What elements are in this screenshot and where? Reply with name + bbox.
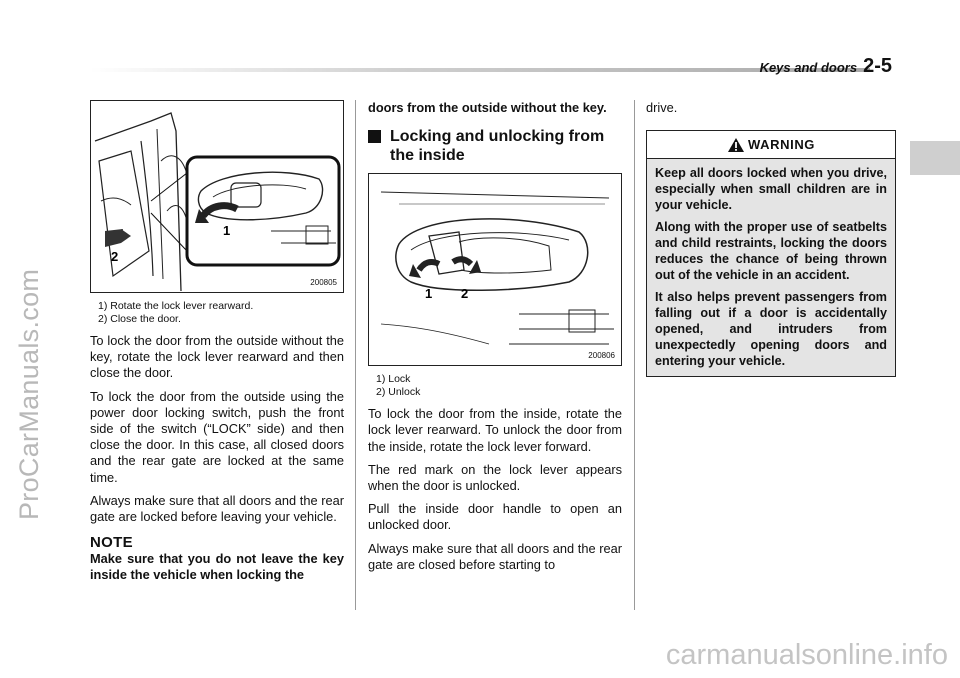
figure-code: 200806 [588,351,615,361]
figure-code: 200805 [310,278,337,287]
warning-item: It also helps prevent passengers from falling out if a door is accidentally opened, and intruders from unexpectedly opening doors and entering your vehicle. [655,290,887,369]
continued-text: drive. [646,100,678,115]
square-bullet-icon [368,130,381,143]
caption-item: 1) Lock [376,373,411,386]
warning-box [646,130,896,377]
warning-triangle-icon [727,137,745,153]
warning-header [647,131,895,159]
column-2 [368,100,622,573]
paragraph: Pull the inside door handle to open an unlocked door. [368,501,622,533]
warning-item: Keep all doors locked when you drive, especially when small children are in your vehicle. [655,166,887,213]
side-watermark: ProCarManuals.com [14,268,44,520]
section-title: Keys and doors [759,60,858,75]
warning-item: Along with the proper use of seatbelts and child restraints, locking the doors reduces the chance of being thrown out of the vehicle in an accident. [655,220,887,283]
paragraph: To lock the door from the outside without the key, rotate the lock lever rearward and then close the door. [90,333,344,381]
caption-item: 1) Rotate the lock lever rearward. [98,300,254,312]
figure-label-2: 2 [461,286,469,302]
column-divider [355,100,356,610]
continued-note-text: doors from the outside without the key. [368,100,607,115]
paragraph: Always make sure that all doors and the rear gate are closed before starting to [368,540,622,572]
figure-label-2: 2 [111,249,119,264]
note-heading: NOTE [90,534,133,552]
bottom-watermark: carmanualsonline.info [665,639,948,671]
handle-illustration [369,174,621,365]
caption-item: 2) Unlock [376,386,421,399]
paragraph: Always make sure that all doors and the rear gate are locked before leaving your vehicle. [90,492,344,525]
page-header [760,55,892,78]
section-heading [368,127,622,165]
page-number: 2-5 [863,55,892,77]
caption-item: 2) Close the door. [98,313,181,325]
column-1 [90,100,344,584]
chapter-tab [910,141,960,175]
door-illustration [91,101,343,292]
warning-title: WARNING [747,137,816,153]
header-rule [90,68,870,72]
warning-body [647,159,895,376]
figure-captions [90,300,344,326]
section-heading-text: Locking and unlocking from the inside [390,128,605,165]
figure-captions [368,373,622,399]
figure-label-1: 1 [425,286,433,302]
note-text: Make sure that you do not leave the key inside the vehicle when locking the [90,551,344,583]
paragraph: To lock the door from the outside using the power door locking switch, push the front side of the switch (“LOCK” side) and then close the door. In this case, all closed doors and the rear gate are locked at the same time. [90,388,344,485]
figure-label-1: 1 [223,223,231,238]
column-3 [646,100,896,377]
column-divider [634,100,635,610]
figure-lock-lever-inside [368,173,622,366]
paragraph: To lock the door from the inside, rotate the lock lever rearward. To unlock the door from the inside, rotate the lock lever forward. [368,406,622,454]
figure-lock-lever-outside [90,100,344,293]
paragraph: The red mark on the lock lever appears when the door is unlocked. [368,461,622,494]
